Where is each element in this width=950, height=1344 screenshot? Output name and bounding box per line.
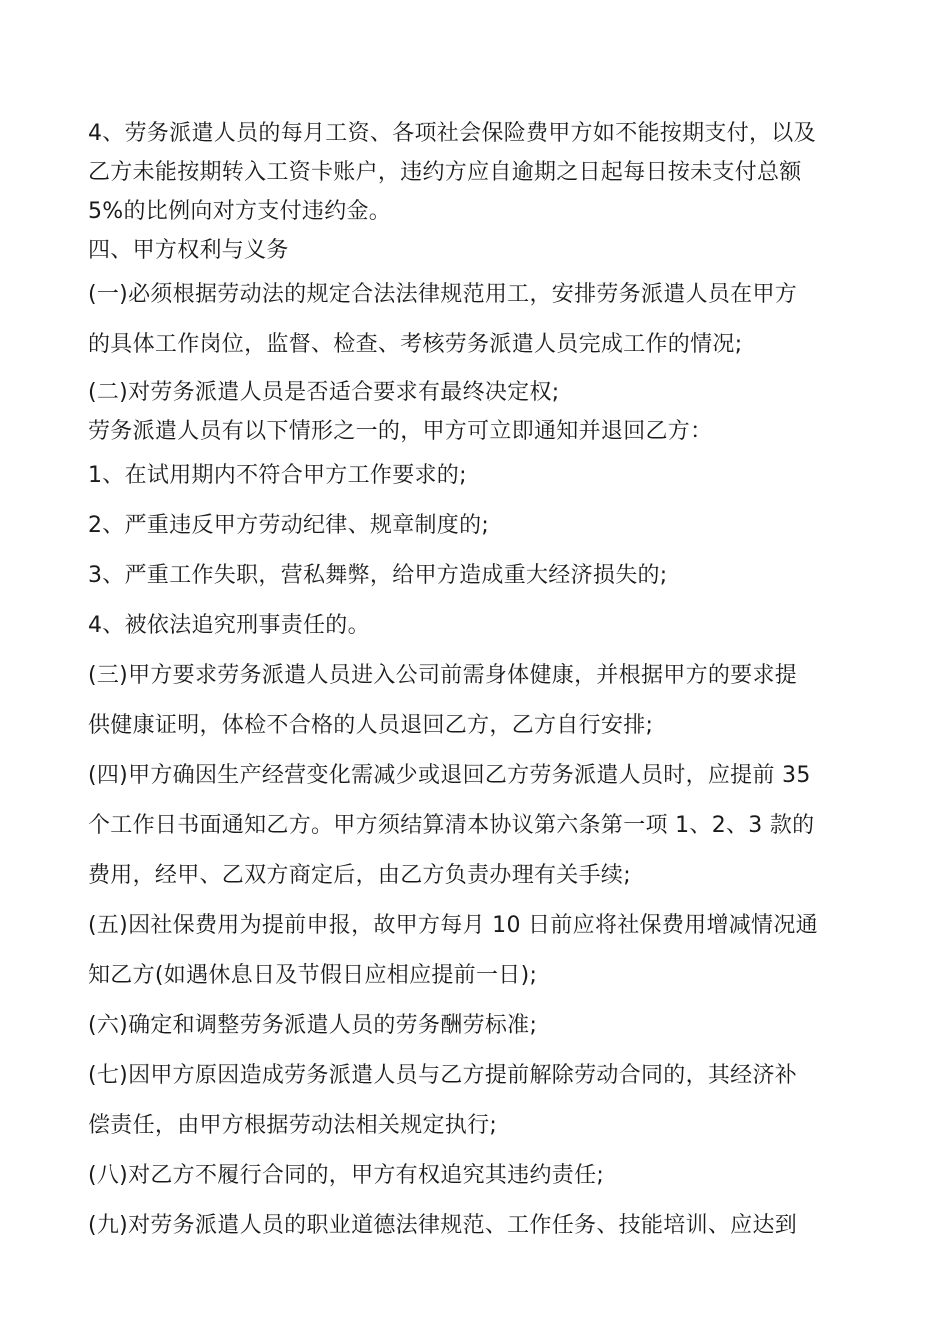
- text-line: (八)对乙方不履行合同的，甲方有权追究其违约责任;: [88, 1163, 605, 1188]
- paragraph-condition-2: [88, 501, 863, 551]
- text-line: 供健康证明，体检不合格的人员退回乙方，乙方自行安排;: [88, 713, 654, 738]
- paragraph-item-6: [88, 1001, 863, 1051]
- text-line: 个工作日书面通知乙方。甲方须结算清本协议第六条第一项 1、2、3 款的: [88, 813, 815, 838]
- text-line: 劳务派遣人员有以下情形之一的，甲方可立即通知并退回乙方：: [88, 419, 713, 444]
- text-line: (六)确定和调整劳务派遣人员的劳务酬劳标准;: [88, 1013, 538, 1038]
- paragraph-clause-4-penalty: [88, 114, 863, 231]
- text-line: 5%的比例向对方支付违约金。: [88, 199, 392, 224]
- document-body: [88, 114, 863, 1251]
- paragraph-item-8: [88, 1151, 863, 1201]
- paragraph-item-9: [88, 1201, 863, 1251]
- text-line: 4、劳务派遣人员的每月工资、各项社会保险费甲方如不能按期支付，以及: [88, 121, 816, 146]
- text-line: (二)对劳务派遣人员是否适合要求有最终决定权;: [88, 380, 560, 405]
- text-line: 1、在试用期内不符合甲方工作要求的;: [88, 463, 467, 488]
- paragraph-item-3: [88, 651, 863, 751]
- text-line: 偿责任，由甲方根据劳动法相关规定执行;: [88, 1113, 498, 1138]
- text-line: (七)因甲方原因造成劳务派遣人员与乙方提前解除劳动合同的，其经济补: [88, 1063, 798, 1088]
- paragraph-condition-1: [88, 451, 863, 501]
- paragraph-item-2: [88, 373, 863, 412]
- text-line: 知乙方(如遇休息日及节假日应相应提前一日);: [88, 963, 538, 988]
- paragraph-item-7: [88, 1051, 863, 1151]
- paragraph-condition-4: [88, 601, 863, 651]
- section-heading: 四、甲方权利与义务: [88, 238, 289, 263]
- text-line: 费用，经甲、乙双方商定后，由乙方负责办理有关手续;: [88, 863, 631, 888]
- text-line: (一)必须根据劳动法的规定合法法律规范用工，安排劳务派遣人员在甲方: [88, 282, 798, 307]
- text-line: 乙方未能按期转入工资卡账户，违约方应自逾期之日起每日按未支付总额: [88, 160, 802, 185]
- paragraph-item-4: [88, 751, 863, 901]
- text-line: 4、被依法追究刑事责任的。: [88, 613, 370, 638]
- text-line: (九)对劳务派遣人员的职业道德法律规范、工作任务、技能培训、应达到: [88, 1213, 798, 1238]
- text-line: (五)因社保费用为提前申报，故甲方每月 10 日前应将社保费用增减情况通: [88, 913, 818, 938]
- paragraph-return-conditions: [88, 412, 863, 451]
- section-heading-party-a-rights: [88, 231, 863, 270]
- text-line: 的具体工作岗位，监督、检查、考核劳务派遣人员完成工作的情况;: [88, 332, 743, 357]
- text-line: (四)甲方确因生产经营变化需减少或退回乙方劳务派遣人员时，应提前 35: [88, 763, 811, 788]
- text-line: 2、严重违反甲方劳动纪律、规章制度的;: [88, 513, 490, 538]
- text-line: 3、严重工作失职，营私舞弊，给甲方造成重大经济损失的;: [88, 563, 668, 588]
- paragraph-item-1: [88, 270, 863, 370]
- paragraph-condition-3: [88, 551, 863, 601]
- text-line: (三)甲方要求劳务派遣人员进入公司前需身体健康，并根据甲方的要求提: [88, 663, 798, 688]
- paragraph-item-5: [88, 901, 863, 1001]
